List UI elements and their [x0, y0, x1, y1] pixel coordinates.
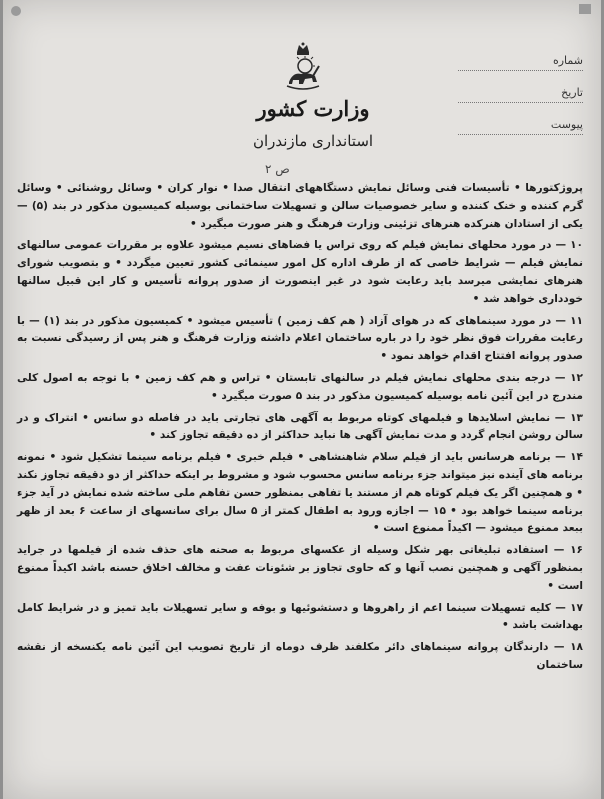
paragraph-continuation: پروژکتورها • تأسیسات فنی وسائل نمایش دستگاههای انتقال صدا • نوار کران • وسائل روشنائی • وسائل گرم کننده و خنک کننده و سایر خصوصیات سالن و تسهیلات ساختمانی بوسیله کمیسیون مذکور در بند (۵) — یکی از استادان هنرکده هنرهای تزئینی وزارت فرهنگ و هنر صورت میگیرد • — [17, 182, 584, 230]
page-marker: ص ۲ — [265, 162, 290, 176]
paragraph-13: ۱۳ — نمایش اسلایدها و فیلمهای کوتاه مربوط به آگهی های تجارتی باید در فاصله دو سانس • انتراک و در سالن روشن انجام گردد و مدت نمایش آگهی ها نباید حداکثر از ده دقیقه تجاوز کند • — [17, 411, 583, 442]
paragraph-10: ۱۰ — در مورد محلهای نمایش فیلم که روی تراس یا فضاهای نسیم میشود علاوه بر مقررات عمومی سالنهای نمایش فیلم — شرایط خاصی که از طرف اداره کل امور سینمائی کشور تعیین میگردد • و بتصویب شورای هنرهای نمایشی میرسد باید رعایت شود در غیر اینصورت از صدور پروانه تأسیس و کار این قبیل سالنها خودداری خواهد شد • — [17, 239, 583, 305]
paragraph-17: ۱۷ — کلیه تسهیلات سینما اعم از راهروها و دستشوئیها و بوفه و سایر تسهیلات باید تمیز و در شرایط کامل بهداشت باشد • — [17, 601, 583, 632]
punch-hole — [11, 6, 21, 16]
date-label: تاریخ — [561, 86, 583, 99]
ministry-title: وزارت کشور — [256, 96, 370, 121]
paragraph-16: ۱۶ — استفاده تبلیغاتی بهر شکل وسیله از عکسهای مربوط به صحنه های حذف شده از فیلمها در جراید بمنظور آگهی و همچنین نصب آنها و که حاوی تجاوز بر شئونات عفت و مخالف اخلاق حسنه باشد اکیداً ممنوع است • — [17, 544, 583, 592]
paragraph-11: ۱۱ — در مورد سینماهای که در هوای آزاد ( هم کف زمین ) تأسیس میشود • کمیسیون مذکور در بند (۱) — با رعایت مقررات فوق نظر خود را در باره ساختمان اعلام داشته وزارت فرهنگ و هنر پس از رسیدگی نسبت به صدور پروانه افتتاح اقدام خواهد نمود • — [17, 314, 583, 363]
paragraph-14-15: ۱۴ — برنامه هرسانس باید از فیلم سلام شاهنشاهی • فیلم خبری • فیلم برنامه سینما تشکیل شود • نمونه برنامه های آینده نیز میتواند جزء برنامه سانس محسوب شود و مشروط بر اینکه حداکثر از دو دقیقه تجاوز نکند • و همچنین اگر یک فیلم کوتاه هم از مستند یا تفاهی بمنظور حسن تفاهم ملی ساخته شده نمایش در آید جزء برنامه سینما خواهد بود • ۱۵ — اجازه ورود به اطفال کمتر از ۵ سال برای سانسهای از ساعت ۶ بعد از ظهر ببعد ممنوع میشود — اکیداً ممنوع است • — [16, 451, 583, 535]
paragraph-12: ۱۲ — درجه بندی محلهای نمایش فیلم در سالنهای تابستان • تراس و هم کف زمین • با توجه به اصول کلی مندرج در این آئین نامه بوسیله کمیسیون مذکور در بند ۵ صورت میگیرد • — [17, 371, 583, 402]
number-field — [458, 52, 583, 71]
lion-and-sun-emblem-icon — [283, 42, 323, 94]
attachment-field — [458, 116, 583, 135]
document-page — [3, 0, 601, 799]
date-field — [458, 84, 583, 103]
staple-mark — [579, 4, 591, 14]
document-body — [17, 180, 583, 679]
number-label: شماره — [552, 54, 583, 67]
paragraph-18: ۱۸ — دارندگان پروانه سینماهای دائر مکلفند ظرف دوماه از تاریخ تصویب این آئین نامه یکنسخه از نقشه ساختمان — [17, 641, 583, 671]
attachment-label: پیوست — [550, 118, 583, 131]
governorate-subtitle: استانداری مازندران — [252, 132, 374, 150]
